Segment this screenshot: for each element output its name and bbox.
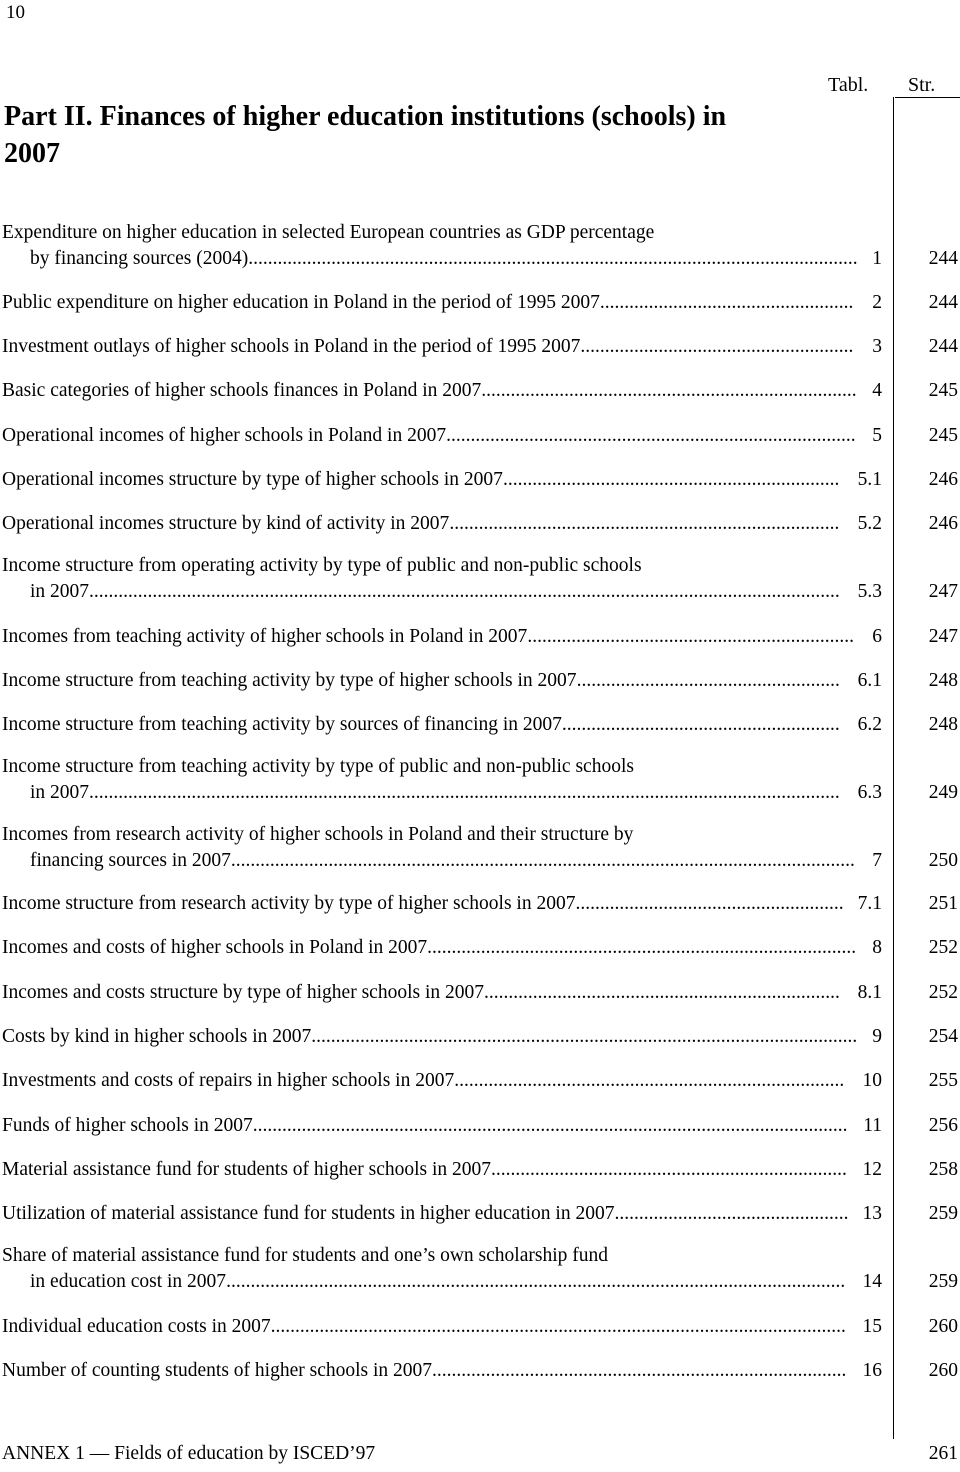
toc-page-number: 255 — [928, 1070, 958, 1091]
annex-label: ANNEX 1 — [2, 1443, 85, 1464]
dot-leader: ................................................................................................................ — [311, 1026, 858, 1047]
toc-table-number: 5 — [872, 425, 882, 446]
toc-table-number: 6.3 — [857, 782, 882, 803]
toc-table-number: 15 — [862, 1316, 882, 1337]
toc-table-number: 3 — [872, 336, 882, 357]
toc-entry-title: Costs by kind in higher schools in 2007................................................................................................................ — [2, 1026, 858, 1047]
page-number: 10 — [6, 2, 25, 23]
dot-leader: ...................................................... — [576, 670, 840, 691]
toc-table-number: 13 — [862, 1203, 882, 1224]
toc-table-number: 6 — [872, 626, 882, 647]
toc-entry-title-continued: in education cost in 2007............................................................................................................................... — [30, 1271, 846, 1292]
toc-table-number: 16 — [862, 1360, 882, 1381]
toc-table-number: 4 — [872, 380, 882, 401]
toc-entry-title: Income structure from operating activity by type of public and non-public schools — [2, 555, 642, 576]
toc-page-number: 244 — [928, 336, 958, 357]
dot-leader: ...................................................................................................................... — [270, 1316, 846, 1337]
toc-table-number: 8 — [872, 937, 882, 958]
toc-entry-title: Number of counting students of higher schools in 2007..................................................................................... — [2, 1360, 847, 1381]
toc-entry-title: Income structure from teaching activity by type of higher schools in 2007...................................................... — [2, 670, 840, 691]
toc-table-number: 11 — [863, 1115, 882, 1136]
toc-page-number: 245 — [928, 380, 958, 401]
header-rule — [895, 97, 960, 98]
toc-entry-title: Incomes from research activity of higher schools in Poland and their structure by — [2, 824, 634, 845]
column-divider — [893, 97, 894, 1439]
toc-table-number: 6.2 — [857, 714, 882, 735]
toc-entry-title: Material assistance fund for students of higher schools in 2007......................................................................... — [2, 1159, 847, 1180]
toc-table-number: 9 — [872, 1026, 882, 1047]
annex-dash: — — [89, 1443, 115, 1464]
toc-page-number: 245 — [928, 425, 958, 446]
toc-table-number: 1 — [872, 248, 882, 269]
toc-entry-title-continued: financing sources in 2007................................................................................................................................ — [30, 850, 855, 871]
toc-table-number: 14 — [862, 1271, 882, 1292]
toc-entry-title: Funds of higher schools in 2007.......................................................................................................................... — [2, 1115, 848, 1136]
toc-page-number: 259 — [928, 1203, 958, 1224]
toc-page-number: 247 — [928, 626, 958, 647]
toc-page-number: 259 — [928, 1271, 958, 1292]
toc-page-number: 246 — [928, 469, 958, 490]
str-column-header: Str. — [908, 74, 936, 96]
dot-leader: ......................................................... — [561, 714, 840, 735]
toc-page-number: 249 — [928, 782, 958, 803]
dot-leader: ................................................................................ — [449, 513, 840, 534]
dot-leader: ............................................................................................................................... — [226, 1271, 846, 1292]
toc-entry-title: Basic categories of higher schools finances in Poland in 2007............................................................................. — [2, 380, 857, 401]
dot-leader: .................................................... — [599, 292, 854, 313]
toc-page-number: 248 — [928, 714, 958, 735]
toc-entry-title: Incomes and costs structure by type of higher schools in 2007......................................................................... — [2, 982, 840, 1003]
dot-leader: ................................................................................ — [454, 1070, 845, 1091]
toc-page-number: 250 — [928, 850, 958, 871]
toc-page-number: 252 — [928, 937, 958, 958]
toc-page-number: 260 — [928, 1316, 958, 1337]
toc-page-number: 256 — [928, 1115, 958, 1136]
toc-page-number: 260 — [928, 1360, 958, 1381]
dot-leader: ........................................................ — [580, 336, 854, 357]
toc-page-number: 252 — [928, 982, 958, 1003]
toc-table-number: 6.1 — [857, 670, 882, 691]
dot-leader: ......................................................................... — [484, 982, 840, 1003]
toc-entry-title: Individual education costs in 2007...................................................................................................................... — [2, 1316, 846, 1337]
toc-entry-title: Income structure from teaching activity by type of public and non-public schools — [2, 756, 634, 777]
toc-table-number: 10 — [862, 1070, 882, 1091]
toc-page-number: 248 — [928, 670, 958, 691]
toc-table-number: 2 — [872, 292, 882, 313]
dot-leader: ..................................................................................... — [432, 1360, 847, 1381]
toc-table-number: 5.2 — [857, 513, 882, 534]
dot-leader: ..................................................................... — [502, 469, 840, 490]
toc-page-number: 244 — [928, 248, 958, 269]
part-title: Part II. Finances of higher education institutions (schools) in 2007 — [4, 101, 727, 169]
toc-entry-title: Investments and costs of repairs in higher schools in 2007................................................................................ — [2, 1070, 845, 1091]
toc-entry-title-continued: in 2007.......................................................................................................................................................... — [30, 782, 840, 803]
dot-leader: ............................................................................................................................. — [248, 248, 858, 269]
dot-leader: ................................................................................................................................ — [230, 850, 855, 871]
dot-leader: .......................................................................................................................................................... — [89, 782, 840, 803]
toc-table-number: 12 — [862, 1159, 882, 1180]
toc-table-number: 7.1 — [857, 893, 882, 914]
dot-leader: ................................................ — [614, 1203, 849, 1224]
toc-entry-title: Incomes and costs of higher schools in Poland in 2007........................................................................................ — [2, 937, 857, 958]
dot-leader: ......................................................................... — [491, 1159, 847, 1180]
toc-entry-title: Expenditure on higher education in selected European countries as GDP percentage — [2, 222, 655, 243]
dot-leader: ....................................................... — [575, 893, 844, 914]
dot-leader: .......................................................................................................................... — [252, 1115, 848, 1136]
toc-page-number: 247 — [928, 581, 958, 602]
toc-table-number: 7 — [872, 850, 882, 871]
annex-entry — [2, 1443, 375, 1465]
toc-entry-title: Income structure from teaching activity by sources of financing in 2007......................................................... — [2, 714, 840, 735]
toc-table-number: 5.1 — [857, 469, 882, 490]
toc-table-number: 5.3 — [857, 581, 882, 602]
toc-entry-title: Investment outlays of higher schools in Poland in the period of 1995 2007........................................................ — [2, 336, 854, 357]
toc-entry-title: Operational incomes of higher schools in Poland in 2007.................................................................................... — [2, 425, 856, 446]
toc-entry-title: Share of material assistance fund for students and one’s own scholarship fund — [2, 1245, 608, 1266]
annex-page: 261 — [928, 1443, 958, 1464]
dot-leader: ............................................................................. — [481, 380, 857, 401]
toc-entry-title: Utilization of material assistance fund for students in higher education in 2007................................................ — [2, 1203, 849, 1224]
toc-entry-title-continued: in 2007.......................................................................................................................................................... — [30, 581, 840, 602]
annex-text: Fields of education by ISCED’97 — [114, 1443, 376, 1464]
toc-entry-title: Incomes from teaching activity of higher schools in Poland in 2007................................................................... — [2, 626, 854, 647]
toc-table-number: 8.1 — [857, 982, 882, 1003]
toc-page-number: 258 — [928, 1159, 958, 1180]
toc-entry-title: Operational incomes structure by type of higher schools in 2007..................................................................... — [2, 469, 840, 490]
toc-entry-title: Income structure from research activity by type of higher schools in 2007....................................................... — [2, 893, 844, 914]
toc-page-number: 246 — [928, 513, 958, 534]
tabl-column-header: Tabl. — [828, 74, 869, 96]
toc-entry-title: Operational incomes structure by kind of activity in 2007................................................................................ — [2, 513, 840, 534]
dot-leader: .......................................................................................................................................................... — [89, 581, 840, 602]
dot-leader: .................................................................................... — [446, 425, 856, 446]
toc-entry-title-continued: by financing sources (2004)............................................................................................................................. — [30, 248, 858, 269]
toc-entry-title: Public expenditure on higher education in Poland in the period of 1995 2007.................................................... — [2, 292, 854, 313]
toc-page-number: 251 — [928, 893, 958, 914]
dot-leader: ........................................................................................ — [427, 937, 857, 958]
toc-page-number: 244 — [928, 292, 958, 313]
toc-page-number: 254 — [928, 1026, 958, 1047]
dot-leader: ................................................................... — [527, 626, 854, 647]
